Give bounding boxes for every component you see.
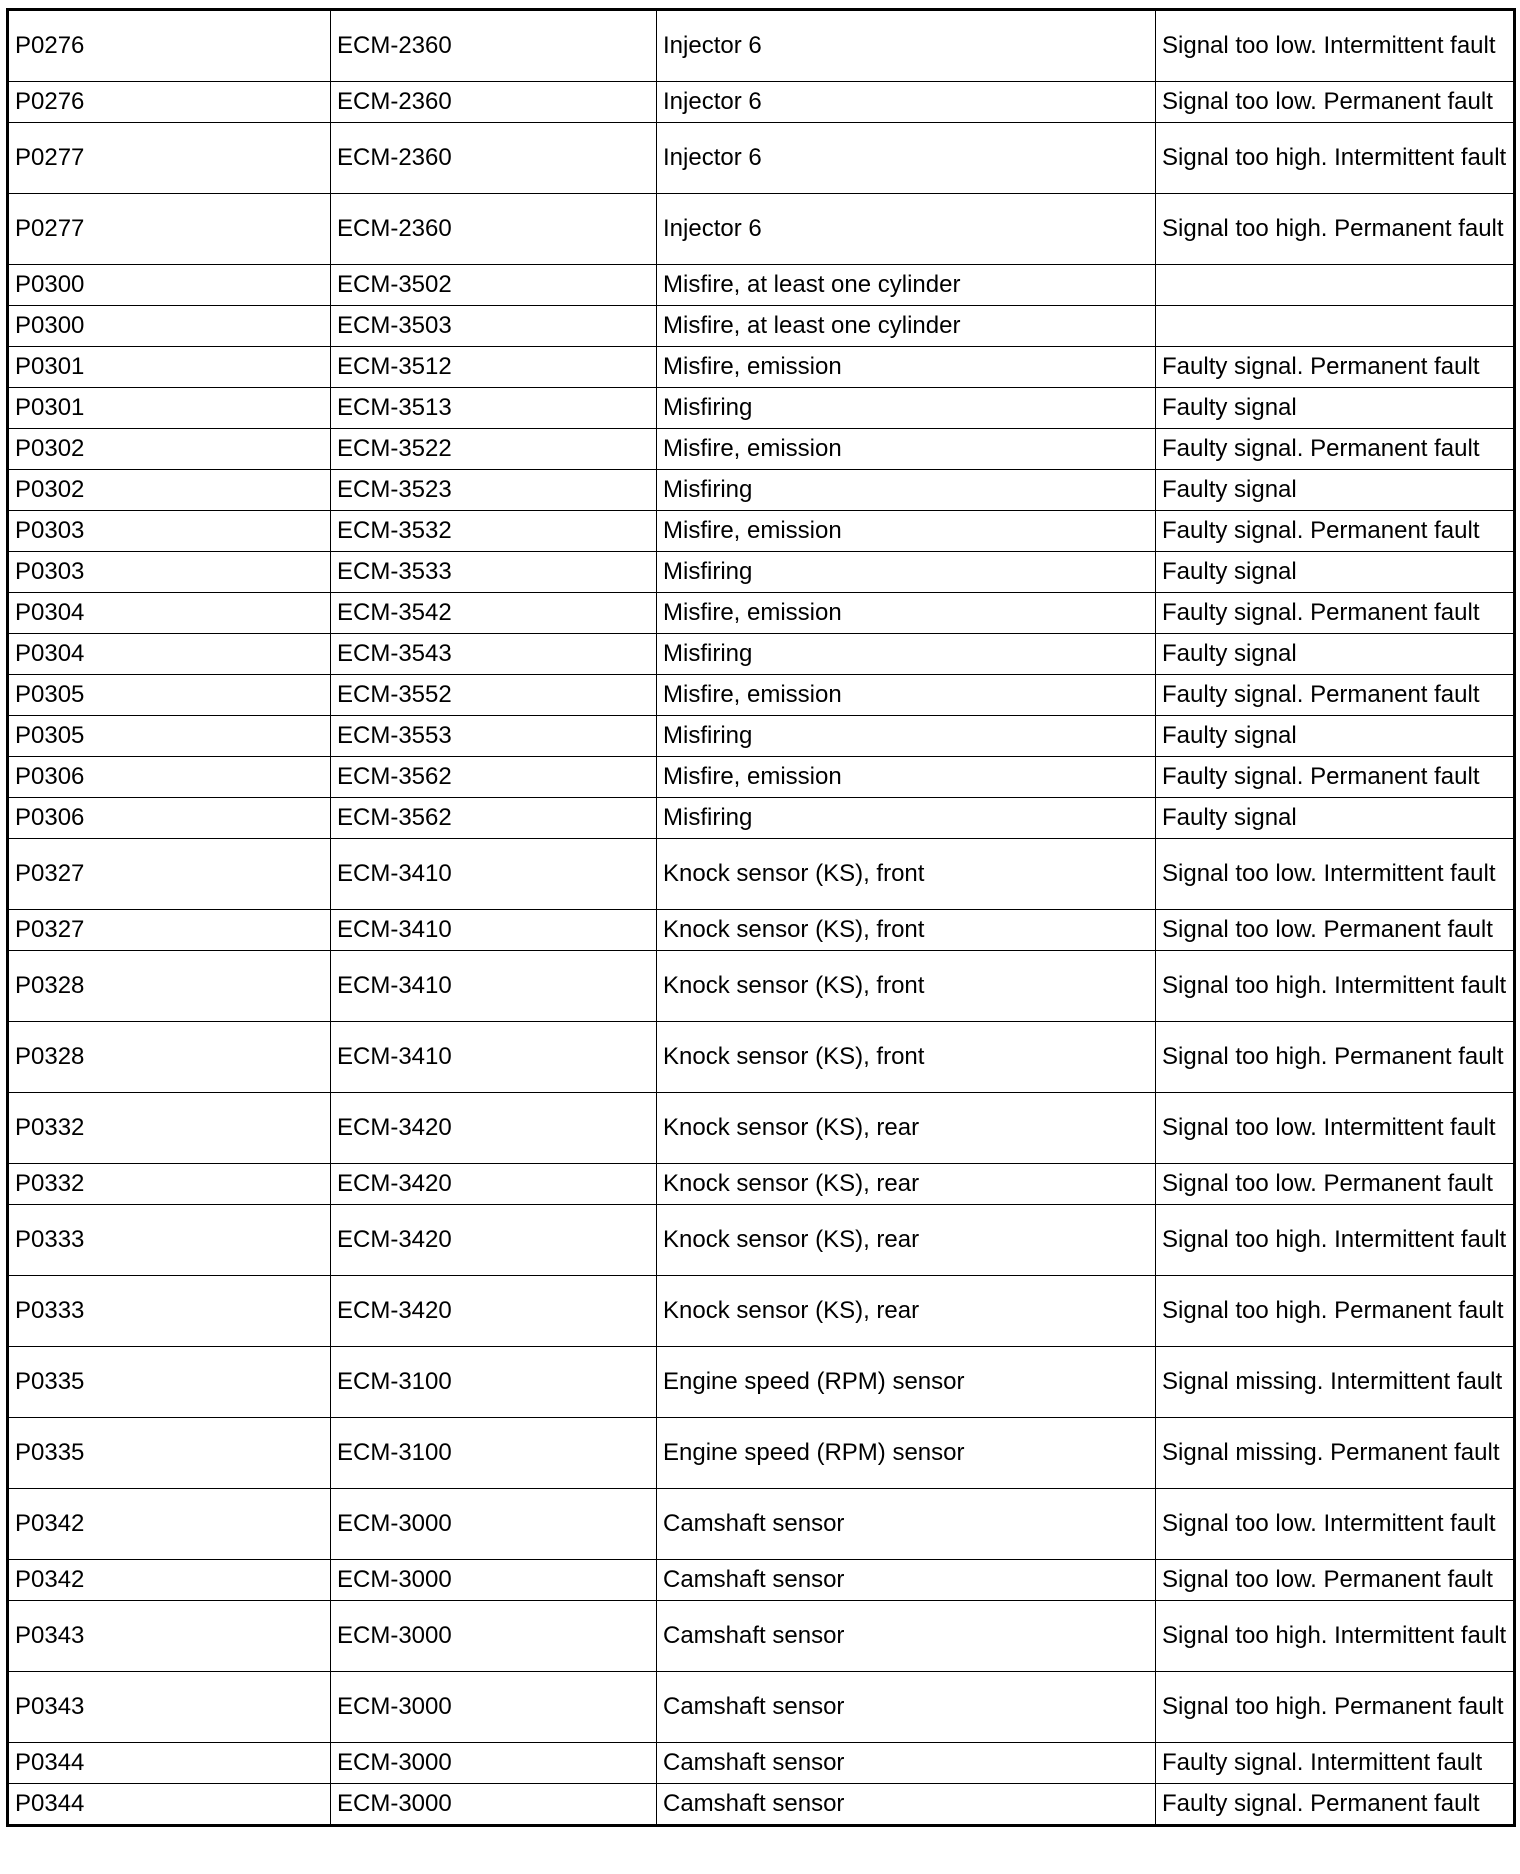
dtc-code-cell: P0327	[8, 839, 331, 910]
component-cell: Knock sensor (KS), front	[657, 910, 1156, 951]
component-cell: Injector 6	[657, 10, 1156, 82]
dtc-code-cell: P0304	[8, 634, 331, 675]
table-row	[8, 265, 1515, 306]
component-cell: Camshaft sensor	[657, 1743, 1156, 1784]
fault-type-cell: Signal too high. Intermittent fault	[1156, 1205, 1515, 1276]
component-cell: Engine speed (RPM) sensor	[657, 1347, 1156, 1418]
component-cell: Knock sensor (KS), front	[657, 839, 1156, 910]
ecm-code-cell: ECM-3522	[331, 429, 657, 470]
dtc-table	[6, 8, 1516, 1827]
ecm-code-cell: ECM-3410	[331, 1022, 657, 1093]
dtc-code-cell: P0333	[8, 1276, 331, 1347]
fault-type-cell: Faulty signal	[1156, 634, 1515, 675]
dtc-code-cell: P0277	[8, 123, 331, 194]
table-row	[8, 306, 1515, 347]
table-row	[8, 675, 1515, 716]
component-cell: Misfiring	[657, 470, 1156, 511]
component-cell: Misfire, emission	[657, 347, 1156, 388]
table-row	[8, 1164, 1515, 1205]
dtc-code-cell: P0303	[8, 552, 331, 593]
ecm-code-cell: ECM-3410	[331, 951, 657, 1022]
ecm-code-cell: ECM-3000	[331, 1672, 657, 1743]
ecm-code-cell: ECM-3523	[331, 470, 657, 511]
ecm-code-cell: ECM-3503	[331, 306, 657, 347]
fault-type-cell	[1156, 306, 1515, 347]
fault-type-cell	[1156, 265, 1515, 306]
dtc-code-cell: P0332	[8, 1093, 331, 1164]
dtc-code-cell: P0343	[8, 1601, 331, 1672]
fault-type-cell: Signal too low. Permanent fault	[1156, 1560, 1515, 1601]
dtc-code-cell: P0306	[8, 798, 331, 839]
component-cell: Injector 6	[657, 194, 1156, 265]
fault-type-cell: Signal too high. Intermittent fault	[1156, 1601, 1515, 1672]
component-cell: Misfire, emission	[657, 675, 1156, 716]
component-cell: Knock sensor (KS), rear	[657, 1276, 1156, 1347]
component-cell: Injector 6	[657, 82, 1156, 123]
fault-type-cell: Faulty signal. Permanent fault	[1156, 757, 1515, 798]
table-row	[8, 429, 1515, 470]
fault-type-cell: Faulty signal	[1156, 552, 1515, 593]
component-cell: Misfiring	[657, 716, 1156, 757]
fault-type-cell: Signal too low. Intermittent fault	[1156, 1489, 1515, 1560]
table-row	[8, 470, 1515, 511]
fault-type-cell: Signal too high. Permanent fault	[1156, 1022, 1515, 1093]
component-cell: Misfiring	[657, 634, 1156, 675]
dtc-code-cell: P0327	[8, 910, 331, 951]
ecm-code-cell: ECM-3532	[331, 511, 657, 552]
table-row	[8, 1672, 1515, 1743]
ecm-code-cell: ECM-3502	[331, 265, 657, 306]
fault-type-cell: Signal too low. Permanent fault	[1156, 1164, 1515, 1205]
dtc-code-cell: P0306	[8, 757, 331, 798]
fault-type-cell: Faulty signal	[1156, 388, 1515, 429]
ecm-code-cell: ECM-3420	[331, 1164, 657, 1205]
table-row	[8, 1347, 1515, 1418]
fault-type-cell: Signal missing. Intermittent fault	[1156, 1347, 1515, 1418]
ecm-code-cell: ECM-3000	[331, 1560, 657, 1601]
table-row	[8, 511, 1515, 552]
fault-type-cell: Signal missing. Permanent fault	[1156, 1418, 1515, 1489]
table-row	[8, 757, 1515, 798]
table-row	[8, 1205, 1515, 1276]
dtc-code-cell: P0300	[8, 265, 331, 306]
dtc-code-cell: P0332	[8, 1164, 331, 1205]
ecm-code-cell: ECM-2360	[331, 10, 657, 82]
table-row	[8, 1276, 1515, 1347]
fault-type-cell: Signal too high. Intermittent fault	[1156, 951, 1515, 1022]
table-row	[8, 1022, 1515, 1093]
fault-type-cell: Faulty signal. Permanent fault	[1156, 675, 1515, 716]
table-row	[8, 716, 1515, 757]
ecm-code-cell: ECM-3410	[331, 839, 657, 910]
component-cell: Misfire, emission	[657, 511, 1156, 552]
table-row	[8, 10, 1515, 82]
ecm-code-cell: ECM-3513	[331, 388, 657, 429]
dtc-code-cell: P0301	[8, 347, 331, 388]
table-row	[8, 1601, 1515, 1672]
ecm-code-cell: ECM-3000	[331, 1743, 657, 1784]
ecm-code-cell: ECM-3100	[331, 1418, 657, 1489]
ecm-code-cell: ECM-2360	[331, 82, 657, 123]
fault-type-cell: Faulty signal. Permanent fault	[1156, 347, 1515, 388]
ecm-code-cell: ECM-3562	[331, 757, 657, 798]
component-cell: Misfiring	[657, 552, 1156, 593]
table-row	[8, 552, 1515, 593]
ecm-code-cell: ECM-3410	[331, 910, 657, 951]
table-row	[8, 839, 1515, 910]
table-row	[8, 1489, 1515, 1560]
dtc-code-cell: P0342	[8, 1560, 331, 1601]
component-cell: Camshaft sensor	[657, 1672, 1156, 1743]
dtc-code-cell: P0344	[8, 1743, 331, 1784]
component-cell: Misfiring	[657, 798, 1156, 839]
fault-type-cell: Signal too low. Permanent fault	[1156, 910, 1515, 951]
table-row	[8, 798, 1515, 839]
dtc-code-cell: P0328	[8, 951, 331, 1022]
dtc-code-cell: P0302	[8, 470, 331, 511]
ecm-code-cell: ECM-3000	[331, 1601, 657, 1672]
table-row	[8, 910, 1515, 951]
component-cell: Injector 6	[657, 123, 1156, 194]
dtc-code-cell: P0344	[8, 1784, 331, 1826]
component-cell: Misfiring	[657, 388, 1156, 429]
component-cell: Knock sensor (KS), rear	[657, 1205, 1156, 1276]
dtc-code-cell: P0335	[8, 1418, 331, 1489]
component-cell: Knock sensor (KS), rear	[657, 1093, 1156, 1164]
fault-type-cell: Faulty signal. Permanent fault	[1156, 429, 1515, 470]
dtc-code-cell: P0333	[8, 1205, 331, 1276]
fault-type-cell: Signal too high. Permanent fault	[1156, 1672, 1515, 1743]
dtc-code-cell: P0302	[8, 429, 331, 470]
ecm-code-cell: ECM-3533	[331, 552, 657, 593]
fault-type-cell: Faulty signal	[1156, 470, 1515, 511]
component-cell: Misfire, at least one cylinder	[657, 265, 1156, 306]
dtc-code-cell: P0303	[8, 511, 331, 552]
dtc-code-cell: P0277	[8, 194, 331, 265]
dtc-code-cell: P0276	[8, 82, 331, 123]
dtc-code-cell: P0305	[8, 716, 331, 757]
table-row	[8, 1743, 1515, 1784]
component-cell: Camshaft sensor	[657, 1601, 1156, 1672]
table-row	[8, 123, 1515, 194]
component-cell: Knock sensor (KS), rear	[657, 1164, 1156, 1205]
fault-type-cell: Faulty signal. Intermittent fault	[1156, 1743, 1515, 1784]
dtc-code-cell: P0335	[8, 1347, 331, 1418]
component-cell: Knock sensor (KS), front	[657, 951, 1156, 1022]
ecm-code-cell: ECM-3100	[331, 1347, 657, 1418]
fault-type-cell: Faulty signal	[1156, 716, 1515, 757]
ecm-code-cell: ECM-3000	[331, 1784, 657, 1826]
component-cell: Camshaft sensor	[657, 1489, 1156, 1560]
fault-type-cell: Signal too high. Intermittent fault	[1156, 123, 1515, 194]
fault-type-cell: Signal too low. Intermittent fault	[1156, 839, 1515, 910]
table-row	[8, 1560, 1515, 1601]
ecm-code-cell: ECM-3553	[331, 716, 657, 757]
dtc-table-body	[8, 10, 1515, 1826]
dtc-code-cell: P0301	[8, 388, 331, 429]
fault-type-cell: Signal too low. Intermittent fault	[1156, 10, 1515, 82]
fault-type-cell: Faulty signal. Permanent fault	[1156, 593, 1515, 634]
fault-type-cell: Signal too high. Permanent fault	[1156, 1276, 1515, 1347]
table-row	[8, 634, 1515, 675]
component-cell: Camshaft sensor	[657, 1784, 1156, 1826]
dtc-code-cell: P0328	[8, 1022, 331, 1093]
ecm-code-cell: ECM-3552	[331, 675, 657, 716]
ecm-code-cell: ECM-3562	[331, 798, 657, 839]
table-row	[8, 1418, 1515, 1489]
component-cell: Camshaft sensor	[657, 1560, 1156, 1601]
dtc-code-cell: P0305	[8, 675, 331, 716]
table-row	[8, 82, 1515, 123]
fault-type-cell: Faulty signal	[1156, 798, 1515, 839]
ecm-code-cell: ECM-2360	[331, 123, 657, 194]
component-cell: Misfire, emission	[657, 757, 1156, 798]
ecm-code-cell: ECM-3420	[331, 1093, 657, 1164]
fault-type-cell: Faulty signal. Permanent fault	[1156, 1784, 1515, 1826]
component-cell: Misfire, emission	[657, 593, 1156, 634]
table-row	[8, 388, 1515, 429]
ecm-code-cell: ECM-3542	[331, 593, 657, 634]
ecm-code-cell: ECM-3512	[331, 347, 657, 388]
fault-type-cell: Signal too high. Permanent fault	[1156, 194, 1515, 265]
table-row	[8, 194, 1515, 265]
ecm-code-cell: ECM-3000	[331, 1489, 657, 1560]
dtc-code-cell: P0304	[8, 593, 331, 634]
table-row	[8, 1093, 1515, 1164]
ecm-code-cell: ECM-3420	[331, 1205, 657, 1276]
table-row	[8, 951, 1515, 1022]
table-row	[8, 1784, 1515, 1826]
table-row	[8, 593, 1515, 634]
component-cell: Knock sensor (KS), front	[657, 1022, 1156, 1093]
fault-type-cell: Signal too low. Permanent fault	[1156, 82, 1515, 123]
dtc-code-cell: P0343	[8, 1672, 331, 1743]
component-cell: Misfire, emission	[657, 429, 1156, 470]
table-row	[8, 347, 1515, 388]
fault-type-cell: Signal too low. Intermittent fault	[1156, 1093, 1515, 1164]
ecm-code-cell: ECM-2360	[331, 194, 657, 265]
ecm-code-cell: ECM-3420	[331, 1276, 657, 1347]
component-cell: Misfire, at least one cylinder	[657, 306, 1156, 347]
ecm-code-cell: ECM-3543	[331, 634, 657, 675]
fault-type-cell: Faulty signal. Permanent fault	[1156, 511, 1515, 552]
component-cell: Engine speed (RPM) sensor	[657, 1418, 1156, 1489]
dtc-code-cell: P0276	[8, 10, 331, 82]
dtc-code-cell: P0342	[8, 1489, 331, 1560]
dtc-code-cell: P0300	[8, 306, 331, 347]
